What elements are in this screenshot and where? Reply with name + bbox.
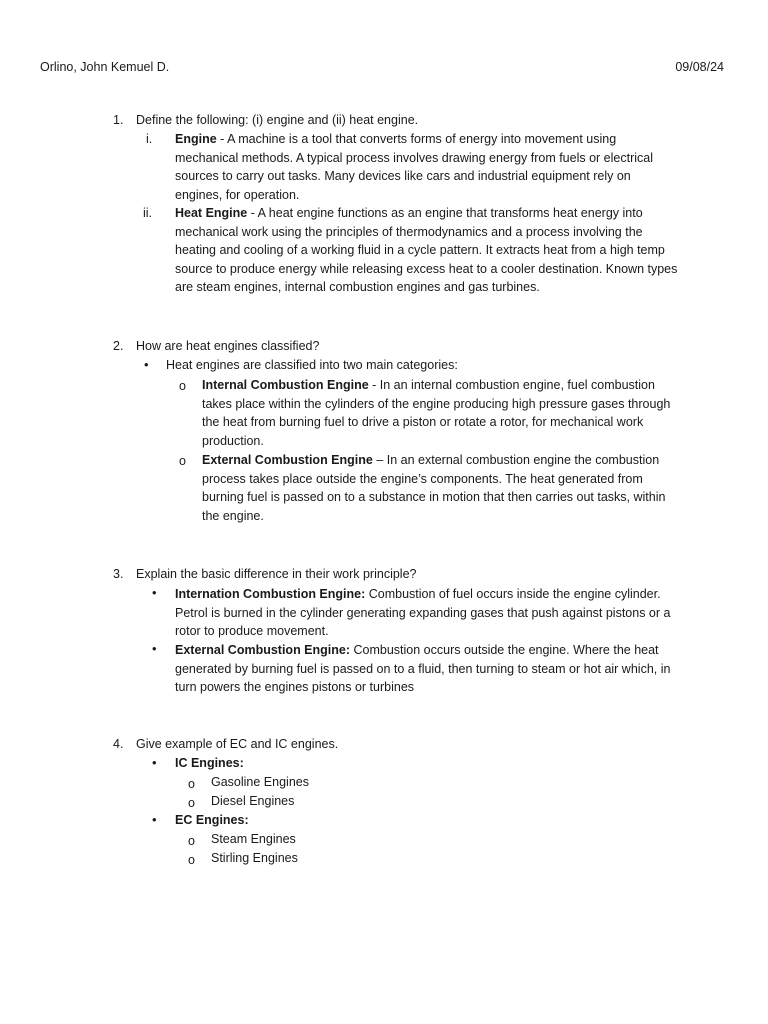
internal-principle-item	[175, 585, 681, 641]
bullet-icon: •	[152, 585, 157, 600]
question-number: 1.	[113, 113, 124, 127]
circle-bullet-icon: o	[188, 853, 195, 867]
definition-text: - A machine is a tool that converts forms of energy into movement using mechanical methods. A typical process involves drawing energy from fuels or electrical sources to carry out tasks. Many devices like cars and industrial equipment rely on engines, for operation.	[175, 132, 653, 202]
circle-bullet-icon: o	[179, 379, 186, 393]
definition-engine	[175, 130, 675, 204]
example-item: Stirling Engines	[211, 851, 298, 865]
question-text: Define the following: (i) engine and (ii) heat engine.	[136, 113, 419, 127]
term: External Combustion Engine	[202, 453, 373, 467]
description: - In an internal combustion engine, fuel combustion takes place within the cylinders of the engine producing high pressure gases through the heat from burning fuel to drive a piston or rotate a rotor, for mechanical work production.	[202, 378, 671, 448]
ic-engines-heading: IC Engines:	[175, 756, 244, 770]
classification-intro: Heat engines are classified into two main categories:	[166, 358, 458, 372]
document-date: 09/08/24	[675, 60, 724, 74]
definition-text: - A heat engine functions as an engine that transforms heat energy into mechanical work using the principles of thermodynamics and a process involving the heating and cooling of a working fluid in a cycle pattern. It extracts heat from a high temp source to produce energy while releasing excess heat to a cooler destination. Known types are steam engines, internal combustion engines and gas turbines.	[175, 206, 678, 295]
ec-engines-heading: EC Engines:	[175, 813, 249, 827]
question-text: How are heat engines classified?	[136, 339, 320, 353]
circle-bullet-icon: o	[188, 777, 195, 791]
term: External Combustion Engine:	[175, 643, 351, 657]
example-item: Diesel Engines	[211, 794, 295, 808]
external-principle-item	[175, 641, 681, 697]
description: – In an external combustion engine the combustion process takes place outside the engine’s components. The heat generated from burning fuel is passed on to a substance in motion that then carries out tasks, within the engine.	[202, 453, 666, 523]
question-text: Give example of EC and IC engines.	[136, 737, 339, 751]
circle-bullet-icon: o	[179, 454, 186, 468]
bullet-icon: •	[152, 755, 157, 770]
author-name: Orlino, John Kemuel D.	[40, 60, 170, 74]
term: Internation Combustion Engine:	[175, 587, 366, 601]
bullet-icon: •	[152, 812, 157, 827]
term: Internal Combustion Engine	[202, 378, 369, 392]
external-combustion-item	[202, 451, 682, 525]
question-number: 3.	[113, 567, 124, 581]
question-number: 4.	[113, 737, 124, 751]
term: Engine	[175, 132, 217, 146]
description: Combustion occurs outside the engine. Where the heat generated by burning fuel is passed on to a fluid, then turning to steam or hot air which, in turn powers the engines pistons or turbines	[175, 643, 671, 695]
internal-combustion-item	[202, 376, 682, 450]
question-text: Explain the basic difference in their work principle?	[136, 567, 417, 581]
circle-bullet-icon: o	[188, 796, 195, 810]
example-item: Gasoline Engines	[211, 775, 309, 789]
bullet-icon: •	[144, 357, 149, 372]
term: Heat Engine	[175, 206, 248, 220]
definition-heat-engine	[175, 204, 683, 297]
question-number: 2.	[113, 339, 124, 353]
item-marker: ii.	[143, 206, 153, 220]
description: Combustion of fuel occurs inside the engine cylinder. Petrol is burned in the cylinder generating expanding gases that push against pistons or a rotor to produce movement.	[175, 587, 671, 639]
example-item: Steam Engines	[211, 832, 296, 846]
circle-bullet-icon: o	[188, 834, 195, 848]
bullet-icon: •	[152, 641, 157, 656]
item-marker: i.	[146, 132, 153, 146]
